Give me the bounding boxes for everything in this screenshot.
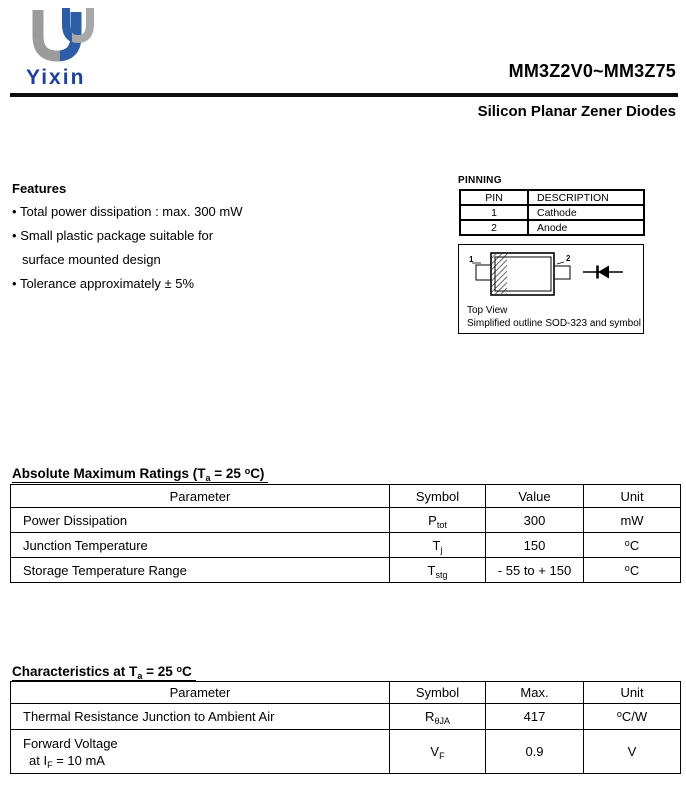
unit-cell: [584, 558, 681, 583]
feature-text: Tolerance approximately ± 5%: [19, 276, 195, 291]
value-cell: 300: [486, 508, 584, 533]
abs-max-header-row: [11, 485, 681, 508]
characteristics-title: [12, 664, 196, 681]
column-header-symbol: Symbol: [390, 485, 486, 508]
title-text: = 25: [142, 664, 177, 679]
feature-item: [12, 228, 342, 243]
description-header-cell: DESCRIPTION: [528, 190, 644, 205]
pin-cell: 1: [460, 205, 528, 220]
pin-cell: 2: [460, 220, 528, 235]
package-outline-box: [458, 244, 644, 334]
symbol-base: R: [425, 709, 435, 724]
column-header-value: Value: [486, 485, 584, 508]
condition-text: at I: [29, 752, 48, 768]
characteristics-header-row: [11, 682, 681, 704]
symbol-base: V: [430, 744, 440, 759]
pinning-table: [459, 189, 645, 236]
title-sub: a: [137, 671, 143, 681]
parameter-line: Forward Voltage: [23, 735, 118, 751]
description-cell: Cathode: [528, 205, 644, 220]
symbol-sub: θJA: [434, 716, 450, 726]
symbol-cell: [390, 558, 486, 583]
unit-cell: [584, 508, 681, 533]
pinning-header-row: [460, 190, 644, 205]
abs-max-table: [10, 484, 681, 583]
symbol-sub: F: [439, 751, 445, 761]
company-logo: [26, 8, 136, 90]
symbol-cell: [390, 704, 486, 730]
symbol-cell: [390, 508, 486, 533]
unit-base: C/W: [621, 709, 648, 724]
symbol-cell: [390, 730, 486, 774]
column-header-max: Max.: [486, 682, 584, 704]
feature-item-continued: surface mounted design: [22, 252, 161, 267]
title-sup: o: [244, 466, 251, 476]
title-sub: a: [205, 473, 211, 483]
symbol-sub: j: [440, 544, 443, 555]
title-sup: o: [176, 664, 182, 674]
unit-base: V: [627, 744, 637, 759]
abs-max-title: [12, 466, 268, 483]
part-number-title: MM3Z2V0~MM3Z75: [508, 61, 676, 81]
parameter-cell: [11, 730, 390, 774]
description-cell: Anode: [528, 220, 644, 235]
symbol-cell: [390, 533, 486, 558]
table-row: [11, 730, 681, 774]
features-section: [12, 181, 342, 300]
document-subtitle: Silicon Planar Zener Diodes: [477, 103, 676, 120]
pinning-label: PINNING: [458, 175, 502, 186]
title-text: C): [250, 466, 265, 481]
logo-u-mark: [26, 8, 102, 64]
pinning-row: [460, 220, 644, 235]
unit-base: C: [629, 562, 640, 578]
column-header-symbol: Symbol: [390, 682, 486, 704]
parameter-condition-line: [23, 752, 389, 769]
characteristics-table: [10, 681, 681, 774]
package-drawing: [459, 245, 643, 303]
value-cell: 417: [486, 704, 584, 730]
title-text: C: [181, 664, 192, 679]
symbol-sub: tot: [436, 519, 447, 530]
unit-sup: o: [624, 537, 630, 548]
header-rule: [10, 93, 678, 97]
unit-cell: [584, 730, 681, 774]
table-row: [11, 704, 681, 730]
features-title: Features: [12, 181, 67, 196]
symbol-base: P: [428, 512, 437, 528]
unit-cell: [584, 704, 681, 730]
unit-base: mW: [620, 512, 644, 528]
feature-item: [12, 204, 342, 219]
cathode-band: [492, 254, 507, 294]
bullet-glyph: •: [12, 276, 17, 291]
diode-symbol-icon: [583, 266, 623, 279]
feature-text: Small plastic package suitable for: [20, 228, 214, 243]
title-text: Absolute Maximum Ratings (T: [12, 466, 206, 481]
unit-sup: o: [624, 562, 630, 573]
value-cell: 0.9: [486, 730, 584, 774]
column-header-parameter: Parameter: [11, 485, 390, 508]
parameter-cell: Power Dissipation: [11, 508, 390, 533]
pinning-row: [460, 205, 644, 220]
column-header-parameter: Parameter: [11, 682, 390, 704]
unit-base: C: [629, 537, 640, 553]
outline-caption: Simplified outline SOD-323 and symbol: [467, 317, 641, 329]
symbol-base: T: [432, 537, 441, 553]
table-row: [11, 533, 681, 558]
pin2-lead: [554, 266, 570, 279]
column-header-unit: Unit: [584, 682, 681, 704]
parameter-cell: Storage Temperature Range: [11, 558, 390, 583]
package-caption: [467, 305, 641, 330]
pin2-label: 2: [566, 254, 571, 263]
bullet-glyph: •: [12, 228, 17, 243]
feature-item: [12, 276, 342, 291]
title-text: Characteristics at T: [12, 664, 138, 679]
value-cell: - 55 to + 150: [486, 558, 584, 583]
unit-sup: o: [616, 709, 622, 719]
parameter-cell: Junction Temperature: [11, 533, 390, 558]
pin1-label: 1: [469, 255, 474, 264]
condition-text: = 10 mA: [52, 752, 105, 768]
condition-sub: F: [47, 759, 53, 770]
symbol-base: T: [427, 562, 436, 578]
bullet-glyph: •: [12, 204, 17, 219]
table-row: [11, 558, 681, 583]
table-row: [11, 508, 681, 533]
symbol-sub: stg: [435, 569, 448, 580]
title-text: = 25: [210, 466, 245, 481]
feature-text: Total power dissipation : max. 300 mW: [19, 204, 243, 219]
parameter-cell: Thermal Resistance Junction to Ambient Air: [11, 704, 390, 730]
value-cell: 150: [486, 533, 584, 558]
logo-text: Yixin: [26, 66, 86, 89]
column-header-unit: Unit: [584, 485, 681, 508]
pin1-lead: [476, 265, 492, 280]
top-view-caption: Top View: [467, 305, 508, 316]
unit-cell: [584, 533, 681, 558]
pin-header-cell: PIN: [460, 190, 528, 205]
